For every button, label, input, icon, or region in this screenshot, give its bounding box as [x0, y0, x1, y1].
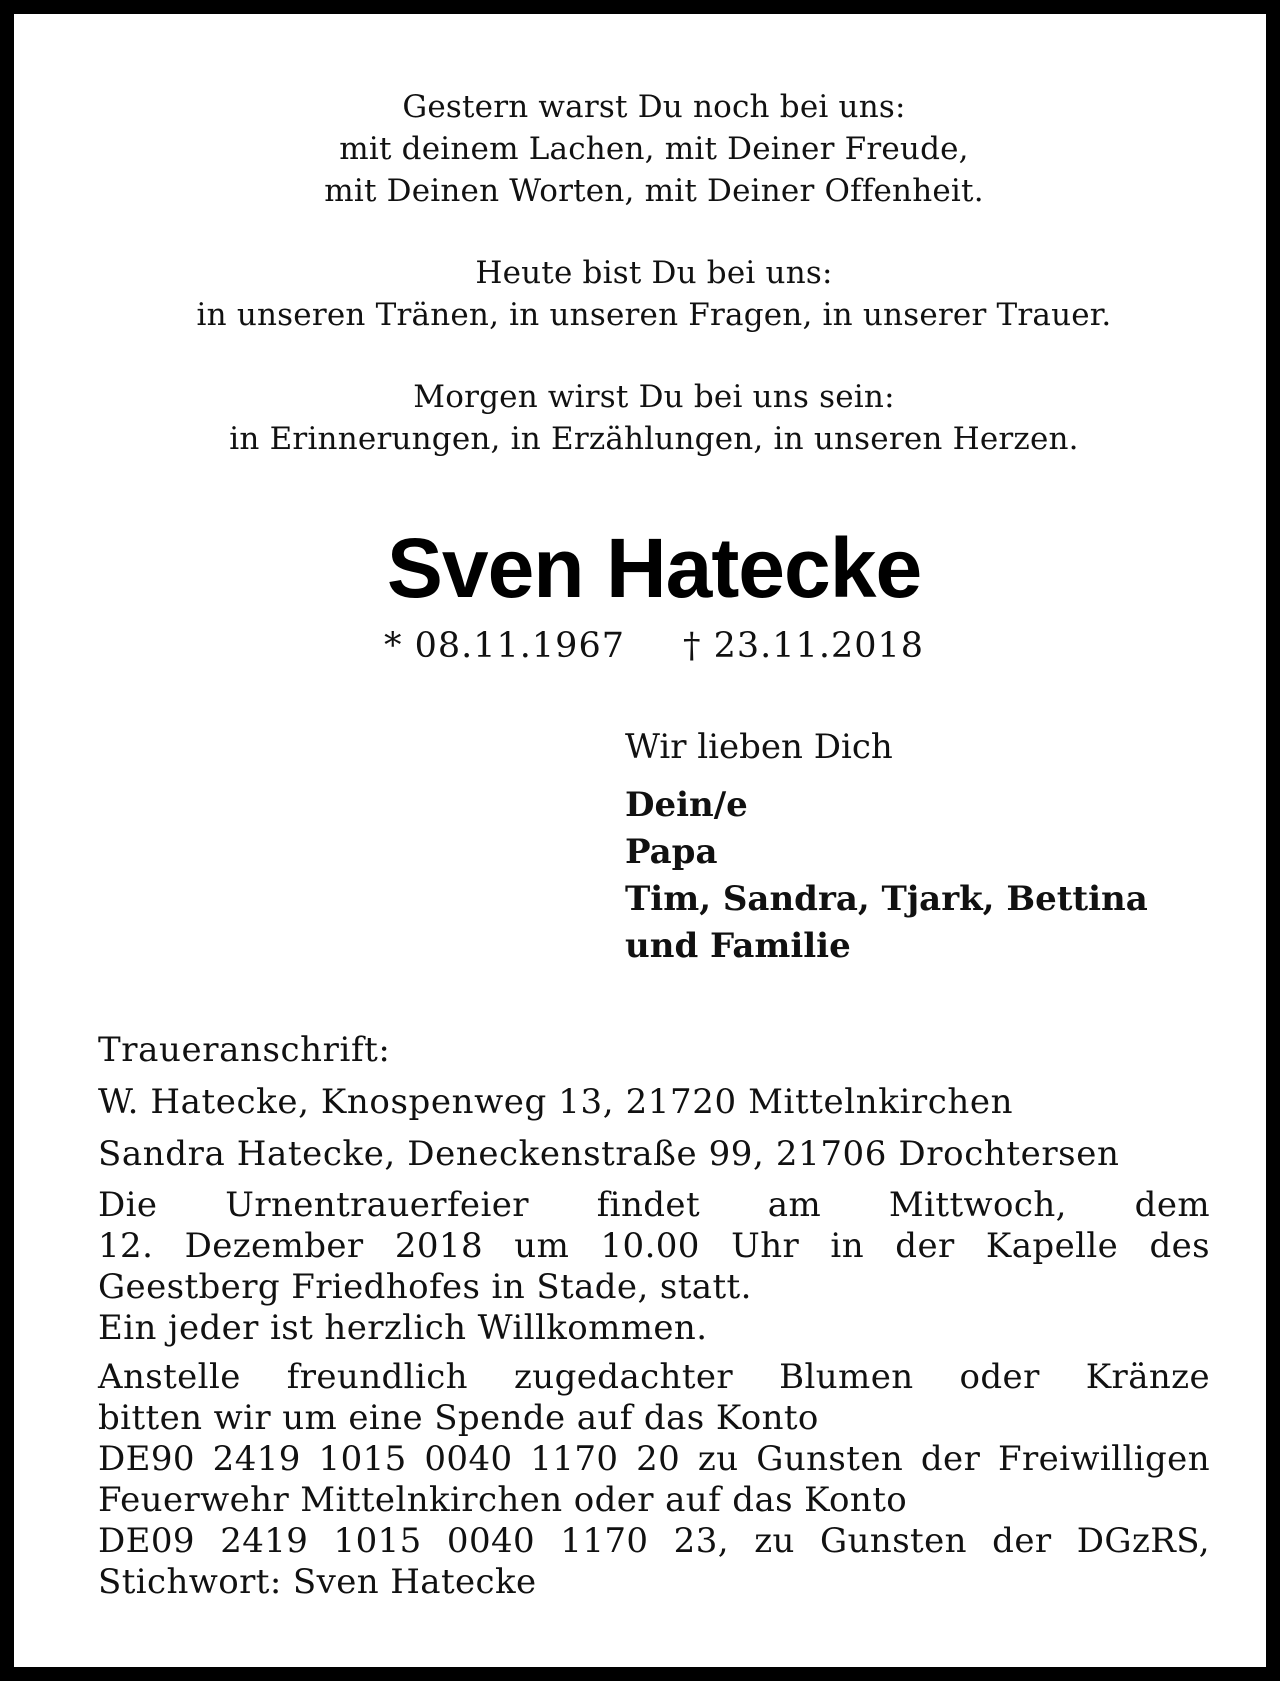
poem-line: in Erinnerungen, in Erzählungen, in unseren Herzen.: [229, 421, 1079, 457]
address-line: W. Hatecke, Knospenweg 13, 21720 Mittelnkirchen: [98, 1082, 1014, 1122]
deceased-name: Sven Hatecke: [386, 521, 922, 615]
donation-line: DE09 2419 1015 0040 1170 23, zu Gunsten der DGzRS,: [98, 1521, 1210, 1561]
ceremony-paragraph: [98, 1185, 1210, 1349]
signer-line: Dein/e: [625, 785, 748, 825]
welcome-line: Ein jeder ist herzlich Willkommen.: [98, 1308, 708, 1348]
signer-line: und Familie: [625, 926, 851, 966]
signer-line: Tim, Sandra, Tjark, Bettina: [625, 879, 1148, 919]
poem-line: mit deinem Lachen, mit Deiner Freude,: [339, 131, 969, 167]
mourning-address: [98, 1024, 1119, 1180]
poem-line: Morgen wirst Du bei uns sein:: [413, 379, 895, 415]
donation-line: bitten wir um eine Spende auf das Konto: [98, 1398, 819, 1438]
poem-line: Heute bist Du bei uns:: [475, 255, 833, 291]
birth-date: * 08.11.1967: [383, 626, 625, 666]
poem-line: Gestern warst Du noch bei uns:: [402, 89, 906, 125]
poem: [14, 86, 1280, 500]
life-dates: [14, 624, 1280, 668]
donation-line: Feuerwehr Mittelnkirchen oder auf das Konto: [98, 1480, 908, 1520]
ceremony-line: 12. Dezember 2018 um 10.00 Uhr in der Kapelle des: [98, 1226, 1210, 1266]
service-info: [98, 1185, 1210, 1611]
poem-stanza-tomorrow: [14, 376, 1280, 460]
poem-line: in unseren Tränen, in unseren Fragen, in unserer Trauer.: [196, 297, 1112, 333]
signoff-greeting: Wir lieben Dich: [625, 727, 893, 767]
poem-stanza-yesterday: [14, 86, 1280, 212]
donation-line: Anstelle freundlich zugedachter Blumen oder Kränze: [98, 1357, 1210, 1397]
donation-line: Stichwort: Sven Hatecke: [98, 1562, 537, 1602]
ceremony-line: Die Urnentrauerfeier findet am Mittwoch, dem: [98, 1185, 1210, 1225]
signers-list: [625, 782, 1148, 970]
signer-line: Papa: [625, 832, 718, 872]
donation-paragraph: [98, 1357, 1210, 1603]
ceremony-line: Geestberg Friedhofes in Stade, statt.: [98, 1267, 752, 1307]
poem-line: mit Deinen Worten, mit Deiner Offenheit.: [324, 173, 984, 209]
address-label: Traueranschrift:: [98, 1030, 391, 1070]
address-line: Sandra Hatecke, Deneckenstraße 99, 21706 Drochtersen: [98, 1134, 1120, 1174]
poem-stanza-today: [14, 252, 1280, 336]
death-date: † 23.11.2018: [683, 626, 925, 666]
donation-line: DE90 2419 1015 0040 1170 20 zu Gunsten der Freiwilligen: [98, 1439, 1210, 1479]
